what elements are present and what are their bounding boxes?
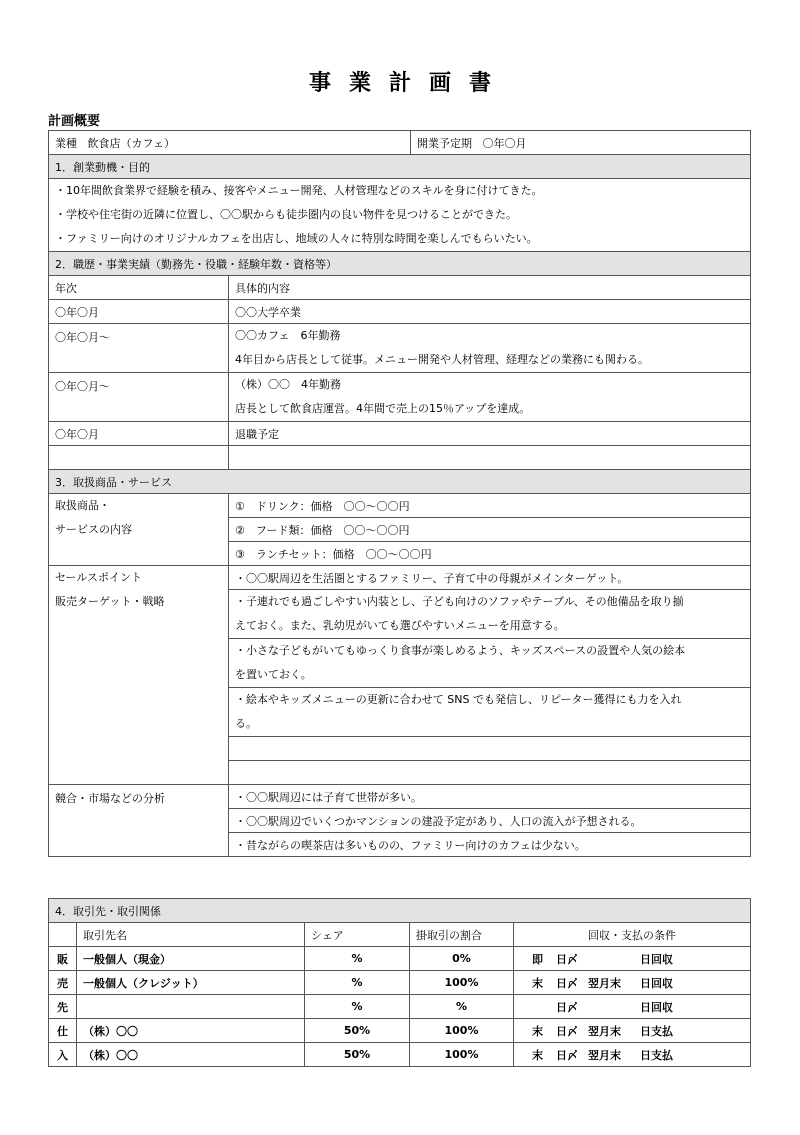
trade-col-credit: 掛取引の割合 [410,923,514,947]
industry-cell [49,131,411,155]
trade-col-share: シェア [305,923,410,947]
trade-name: 一般個人（現金） [77,947,305,971]
trade-col-conditions: 回収・支払の条件 [514,923,751,947]
trade-col-name: 取引先名 [77,923,305,947]
section4-heading: 4．取引先・取引関係 [49,899,751,923]
career-year: 〇年〇月 [49,422,229,446]
purchase-group-label: 入 [49,1043,77,1067]
page-title: 事業計画書 [308,71,509,96]
trade-name: （株）〇〇 [77,1019,305,1043]
market-item: ・〇〇駅周辺でいくつかマンションの建設予定があり、人口の流入が予想される。 [229,809,751,833]
sales-point: ・絵本やキッズメニューの更新に合わせて SNS でも発信し、リピーター獲得にも力を入れ る。 [229,688,751,737]
trade-share: % [305,971,410,995]
career-year: 〇年〇月～ [49,373,229,422]
purchase-group-label: 仕 [49,1019,77,1043]
opening-cell [411,131,751,155]
trade-credit: 100% [410,971,514,995]
market-row [49,785,751,809]
motive-list [49,179,751,252]
trade-row [49,971,751,995]
trade-row [49,1019,751,1043]
trade-row [49,947,751,971]
sales-point: ・〇〇駅周辺を生活圏とするファミリー、子育て中の母親がメインターゲット。 [229,566,751,590]
sales-point-row [49,566,751,590]
product-item: ① ドリンク：価格 〇〇～〇〇円 [229,494,751,518]
trade-conditions: 末 日〆 翌月末 日回収 [514,971,751,995]
career-year: 〇年〇月 [49,300,229,324]
market-item: ・〇〇駅周辺には子育て世帯が多い。 [229,785,751,809]
career-col-year: 年次 [49,276,229,300]
market-label: 競合・市場などの分析 [49,785,229,857]
plan-table [48,130,751,857]
sales-group-label: 販 [49,947,77,971]
opening-label: 開業予定期 [417,136,473,150]
section-subtitle: 計画概要 [48,114,101,129]
sales-label: セールスポイント 販売ターゲット・戦略 [49,566,229,785]
trade-conditions: 即 日〆 日回収 [514,947,751,971]
trade-conditions: 日〆 日回収 [514,995,751,1019]
career-row [49,373,751,422]
trade-table [48,898,751,1067]
sales-point: ・小さな子どもがいてもゆっくり食事が楽しめるよう、キッズスペースの設置や人気の絵本 を置いておく。 [229,639,751,688]
trade-share: % [305,995,410,1019]
trade-conditions: 末 日〆 翌月末 日支払 [514,1019,751,1043]
trade-name [77,995,305,1019]
trade-share: % [305,947,410,971]
career-detail-line: 4年目から店長として従事。メニュー開発や人材管理、経理などの業務にも関わる。 [235,353,649,366]
overview-row [49,131,751,155]
trade-credit: 100% [410,1019,514,1043]
sales-group-label: 先 [49,995,77,1019]
career-year: 〇年〇月～ [49,324,229,373]
career-detail-line: 店長として飲食店運営。4年間で売上の15％アップを達成。 [235,402,531,415]
product-row [49,494,751,518]
career-detail [229,373,751,422]
market-item: ・昔ながらの喫茶店は多いものの、ファミリー向けのカフェは少ない。 [229,833,751,857]
product-item: ② フード類：価格 〇〇～〇〇円 [229,518,751,542]
trade-name: 一般個人（クレジット） [77,971,305,995]
trade-header-row [49,923,751,947]
career-row [49,422,751,446]
section1-heading: 1．創業動機・目的 [49,155,751,179]
sales-group-label: 売 [49,971,77,995]
product-item: ③ ランチセット：価格 〇〇～〇〇円 [229,542,751,566]
trade-share: 50% [305,1019,410,1043]
trade-conditions: 末 日〆 翌月末 日支払 [514,1043,751,1067]
trade-credit: % [410,995,514,1019]
trade-credit: 0% [410,947,514,971]
motive-line: ・10年間飲食業界で経験を積み、接客やメニュー開発、人材管理などのスキルを身に付けてきた。 [55,184,543,197]
motive-line: ・ファミリー向けのオリジナルカフェを出店し、地域の人々に特別な時間を楽しんでもらいたい。 [55,232,538,245]
career-row [49,324,751,373]
industry-label: 業種 [55,136,77,150]
trade-credit: 100% [410,1043,514,1067]
section2-heading: 2．職歴・事業実績（勤務先・役職・経験年数・資格等） [49,252,751,276]
trade-share: 50% [305,1043,410,1067]
career-row [49,300,751,324]
sales-point: ・子連れでも過ごしやすい内装とし、子ども向けのソファやテーブル、その他備品を取り揃 えておく。また、乳幼児がいても選びやすいメニューを用意する。 [229,590,751,639]
career-detail: 退職予定 [229,422,751,446]
products-label: 取扱商品・ サービスの内容 [49,494,229,566]
career-col-detail: 具体的内容 [229,276,751,300]
career-header-row [49,276,751,300]
career-detail-line: 〇〇カフェ 6年勤務 [235,329,341,342]
career-row-empty [49,446,751,470]
section3-heading: 3．取扱商品・サービス [49,470,751,494]
motive-line: ・学校や住宅街の近隣に位置し、〇〇駅からも徒歩圏内の良い物件を見つけることができた。 [55,208,517,221]
trade-row [49,995,751,1019]
industry-value: 飲食店（カフェ） [87,136,175,150]
career-detail [229,324,751,373]
trade-row [49,1043,751,1067]
career-detail-line: （株）〇〇 4年勤務 [235,378,341,391]
career-detail: 〇〇大学卒業 [229,300,751,324]
opening-value: 〇年〇月 [482,136,527,150]
trade-name: （株）〇〇 [77,1043,305,1067]
